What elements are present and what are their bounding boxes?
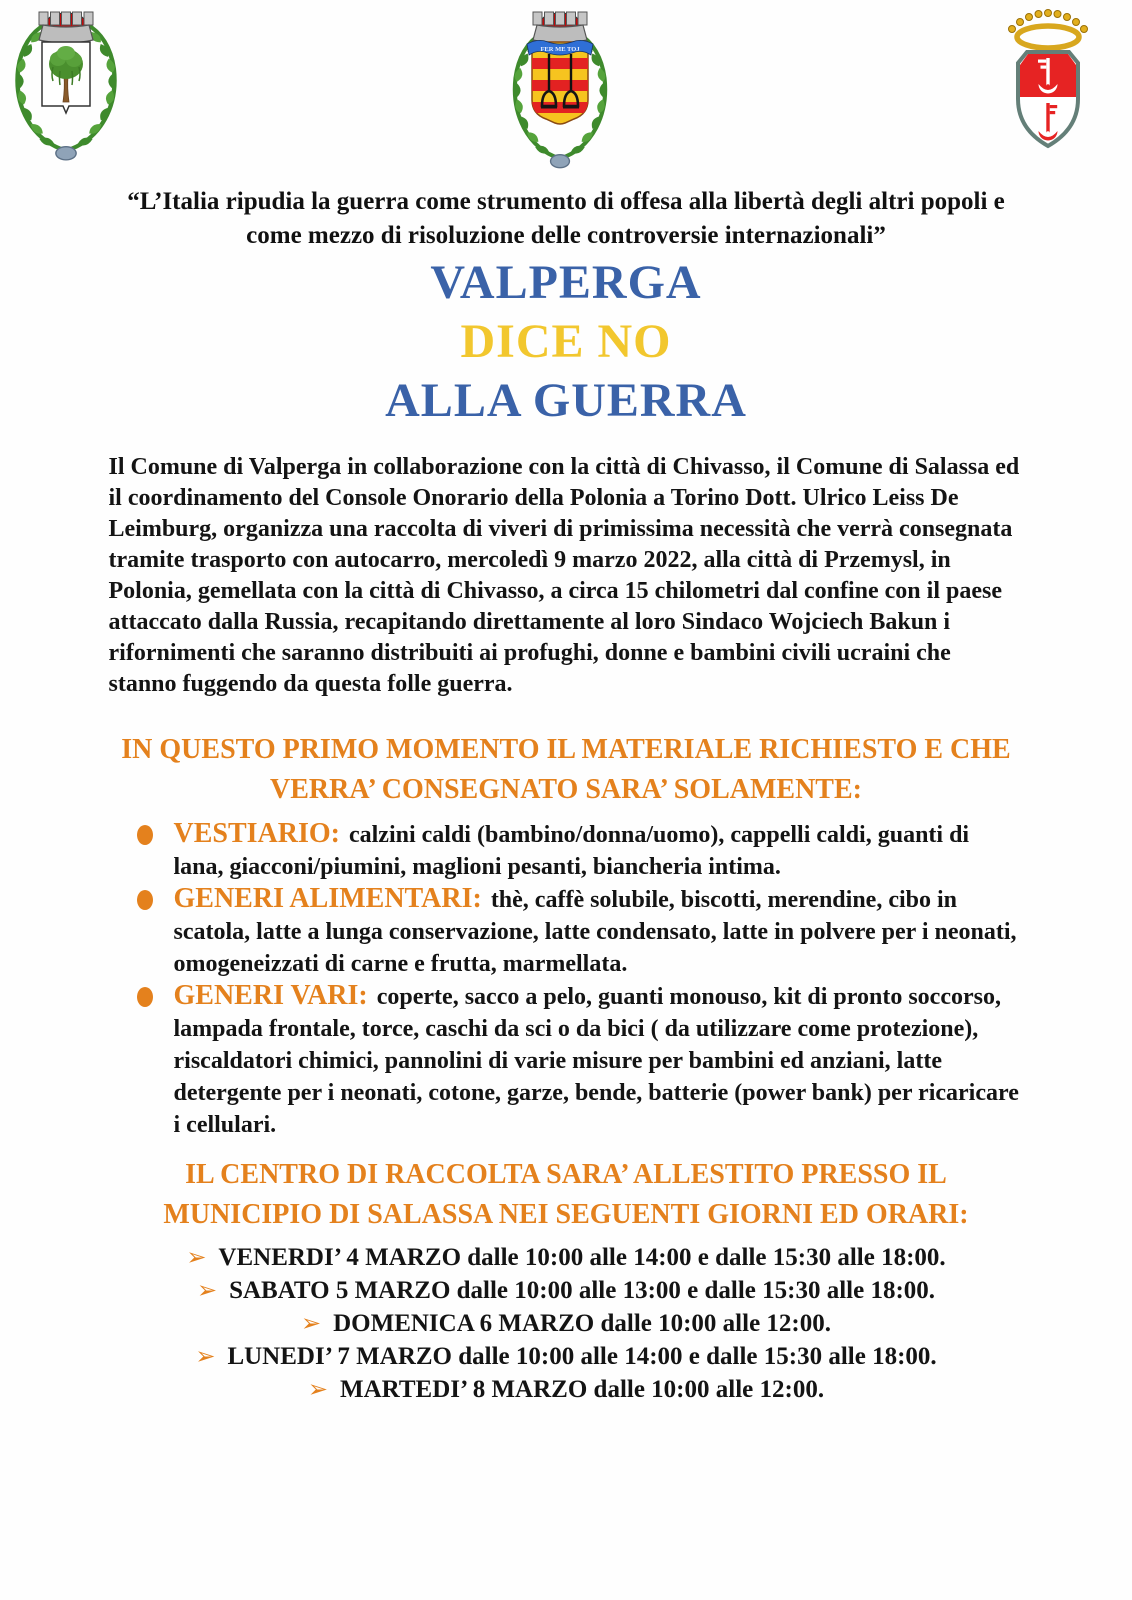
supply-category-text: calzini caldi (bambino/donna/uomo), cappelli caldi, guanti di lana, giacconi/piumini, maglioni pesanti, biancheria intima.: [173, 822, 970, 880]
supply-category-text: thè, caffè solubile, biscotti, merendine, cibo in scatola, latte a lunga conservazione, latte condensato, latte in polvere per i neonati, omogeneizzati di carne e frutta, marmellata.: [173, 887, 1017, 977]
salassa-coat-of-arms-icon: [993, 5, 1103, 165]
supply-category-label: VESTIARIO:: [173, 818, 340, 849]
chivasso-coat-of-arms-icon: [497, 4, 623, 174]
flyer-content: [109, 0, 1024, 1406]
list-item: [109, 980, 1024, 1141]
list-item: [109, 883, 1024, 980]
schedule-entry: DOMENICA 6 MARZO dalle 10:00 alle 12:00.: [333, 1310, 831, 1337]
title-alla-guerra: ALLA GUERRA: [385, 374, 747, 427]
schedule-list: [109, 1241, 1024, 1406]
schedule-row: [109, 1307, 1024, 1340]
bullet-dot-icon: [137, 890, 153, 910]
schedule-entry: MARTEDI’ 8 MARZO dalle 10:00 alle 12:00.: [340, 1376, 825, 1403]
arrow-bullet-icon: ➢: [186, 1243, 207, 1271]
schedule-row: [109, 1241, 1024, 1274]
constitution-quote: “L’Italia ripudia la guerra come strumento di offesa alla libertà degli altri popoli e come mezzo di risoluzione delle controversie internazionali”: [127, 188, 1005, 249]
schedule-row: [109, 1373, 1024, 1406]
supply-category-text: coperte, sacco a pelo, guanti monouso, kit di pronto soccorso, lampada frontale, torce, caschi da sci o da bici ( da utilizzare come protezione), riscaldatori chimici, pannolini di varie misure per bambini ed anziani, latte detergente per i neonati, cotone, garze, bende, batterie (power bank) per ricaricare i cellulari.: [173, 984, 1019, 1138]
materials-heading: IN QUESTO PRIMO MOMENTO IL MATERIALE RICHIESTO E CHE VERRA’ CONSEGNATO SARA’ SOLAMENTE:: [121, 734, 1011, 805]
supply-category-label: GENERI VARI:: [173, 980, 368, 1011]
schedule-entry: VENERDI’ 4 MARZO dalle 10:00 alle 14:00 e dalle 15:30 alle 18:00.: [218, 1244, 946, 1271]
arrow-bullet-icon: ➢: [196, 1276, 218, 1304]
collection-center-heading: IL CENTRO DI RACCOLTA SARA’ ALLESTITO PRESSO IL MUNICIPIO DI SALASSA NEI SEGUENTI GIORNI ED ORARI:: [163, 1159, 969, 1230]
schedule-row: [109, 1340, 1024, 1373]
list-item: [109, 818, 1024, 883]
valperga-coat-of-arms-icon: [8, 6, 124, 168]
schedule-entry: LUNEDI’ 7 MARZO dalle 10:00 alle 14:00 e dalle 15:30 alle 18:00.: [227, 1343, 937, 1370]
title-valperga: VALPERGA: [430, 256, 702, 309]
supply-category-label: GENERI ALIMENTARI:: [173, 883, 482, 914]
arrow-bullet-icon: ➢: [307, 1375, 329, 1403]
chivasso-motto: FER ME TOJ: [540, 46, 580, 53]
intro-paragraph: Il Comune di Valperga in collaborazione con la città di Chivasso, il Comune di Salassa ed il coordinamento del Console Onorario della Polonia a Torino Dott. Ulrico Leiss De Leimburg, organizza una raccolta di viveri di primissima necessità che verrà consegnata tramite trasporto con autocarro, mercoledì 9 marzo 2022, alla città di Przemysl, in Polonia, gemellata con la città di Chivasso, a circa 15 chilometri dal confine con il paese attaccato dalla Russia, recapitando direttamente al loro Sindaco Wojciech Bakun i rifornimenti che saranno distribuiti ai profughi, donne e bambini civili ucraini che stanno fuggendo da questa folle guerra.: [108, 454, 1020, 697]
arrow-bullet-icon: ➢: [195, 1342, 216, 1370]
schedule-row: [109, 1274, 1024, 1307]
title-dice-no: DICE NO: [460, 315, 672, 368]
bullet-dot-icon: [137, 987, 153, 1007]
supply-list: [109, 818, 1024, 1141]
arrow-bullet-icon: ➢: [301, 1309, 322, 1337]
bullet-dot-icon: [137, 825, 153, 845]
schedule-entry: SABATO 5 MARZO dalle 10:00 alle 13:00 e dalle 15:30 alle 18:00.: [229, 1277, 936, 1304]
